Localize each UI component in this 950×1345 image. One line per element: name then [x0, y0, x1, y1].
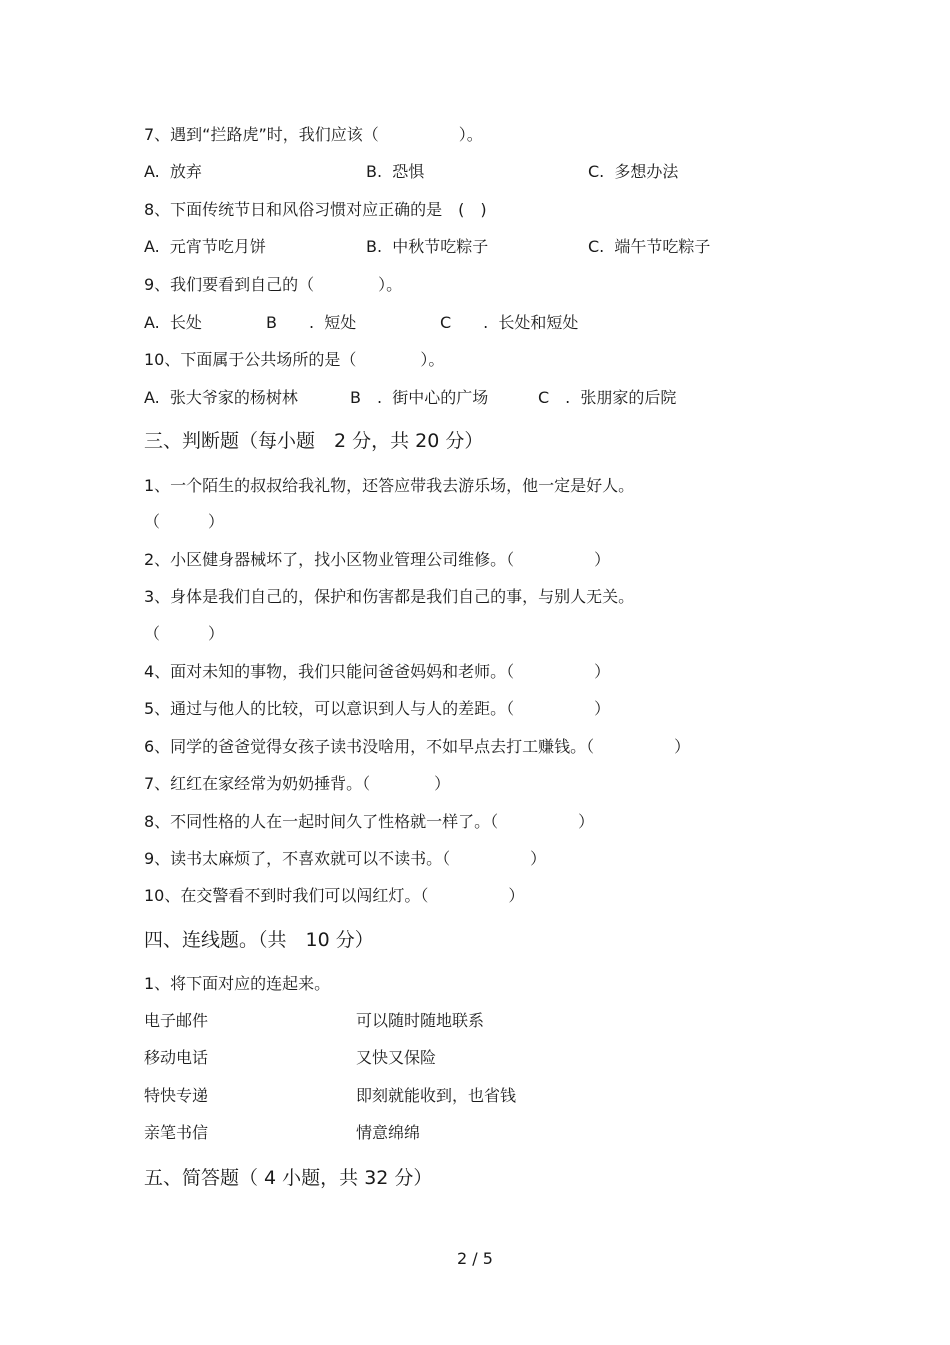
question-7-option-a: A. 放弃: [144, 162, 202, 181]
matching-left-3: 特快专递: [144, 1086, 209, 1105]
judgement-item-2: 2、小区健身器械坏了，找小区物业管理公司维修。（ ）: [144, 550, 611, 569]
question-7-option-b: B. 恐惧: [366, 162, 425, 181]
page-number: 2 / 5: [457, 1249, 493, 1268]
question-8-stem: 8、下面传统节日和风俗习惯对应正确的是 ( ): [144, 200, 487, 219]
judgement-item-4: 4、面对未知的事物，我们只能问爸爸妈妈和老师。（ ）: [144, 662, 611, 681]
matching-right-3: 即刻就能收到，也省钱: [356, 1086, 517, 1105]
question-9-stem: 9、我们要看到自己的（ ）。: [144, 275, 403, 294]
question-7-stem: 7、遇到“拦路虎”时，我们应该（ ）。: [144, 125, 483, 144]
matching-left-4: 亲笔书信: [144, 1123, 209, 1142]
judgement-item-3: 3、身体是我们自己的，保护和伤害都是我们自己的事，与别人无关。: [144, 587, 635, 606]
judgement-item-7: 7、红红在家经常为奶奶捶背。（ ）: [144, 774, 451, 793]
judgement-item-6: 6、同学的爸爸觉得女孩子读书没啥用，不如早点去打工赚钱。（ ）: [144, 737, 691, 756]
matching-right-4: 情意绵绵: [356, 1123, 421, 1142]
matching-right-1: 可以随时随地联系: [356, 1011, 485, 1030]
question-10-option-b: B . 街中心的广场: [350, 388, 489, 407]
question-8-option-c: C. 端午节吃粽子: [588, 237, 711, 256]
judgement-item-1-blank: （ ）: [144, 512, 225, 531]
judgement-item-8: 8、不同性格的人在一起时间久了性格就一样了。（ ）: [144, 812, 595, 831]
matching-left-1: 电子邮件: [144, 1011, 209, 1030]
judgement-item-9: 9、读书太麻烦了，不喜欢就可以不读书。（ ）: [144, 849, 547, 868]
matching-left-2: 移动电话: [144, 1048, 209, 1067]
judgement-item-1: 1、一个陌生的叔叔给我礼物，还答应带我去游乐场，他一定是好人。: [144, 476, 635, 495]
section-3-title: 三、判断题（每小题 2 分，共 20 分）: [144, 430, 484, 452]
section-4-title: 四、连线题。（共 10 分）: [144, 929, 374, 951]
question-9-option-c: C . 长处和短处: [440, 313, 579, 332]
matching-right-2: 又快又保险: [356, 1048, 437, 1067]
judgement-item-10: 10、在交警看不到时我们可以闯红灯。（ ）: [144, 886, 525, 905]
question-9-option-a: A. 长处: [144, 313, 202, 332]
question-9-option-b: B . 短处: [266, 313, 357, 332]
question-7-option-c: C. 多想办法: [588, 162, 679, 181]
question-8-option-b: B. 中秋节吃粽子: [366, 237, 489, 256]
judgement-item-3-blank: （ ）: [144, 624, 225, 643]
question-10-stem: 10、下面属于公共场所的是（ ）。: [144, 350, 445, 369]
section-5-title: 五、简答题（ 4 小题，共 32 分）: [144, 1167, 433, 1189]
judgement-item-5: 5、通过与他人的比较，可以意识到人与人的差距。（ ）: [144, 699, 611, 718]
question-8-option-a: A. 元宵节吃月饼: [144, 237, 266, 256]
question-10-option-c: C . 张朋家的后院: [538, 388, 677, 407]
question-10-option-a: A. 张大爷家的杨树林: [144, 388, 298, 407]
matching-instruction: 1、将下面对应的连起来。: [144, 974, 331, 993]
